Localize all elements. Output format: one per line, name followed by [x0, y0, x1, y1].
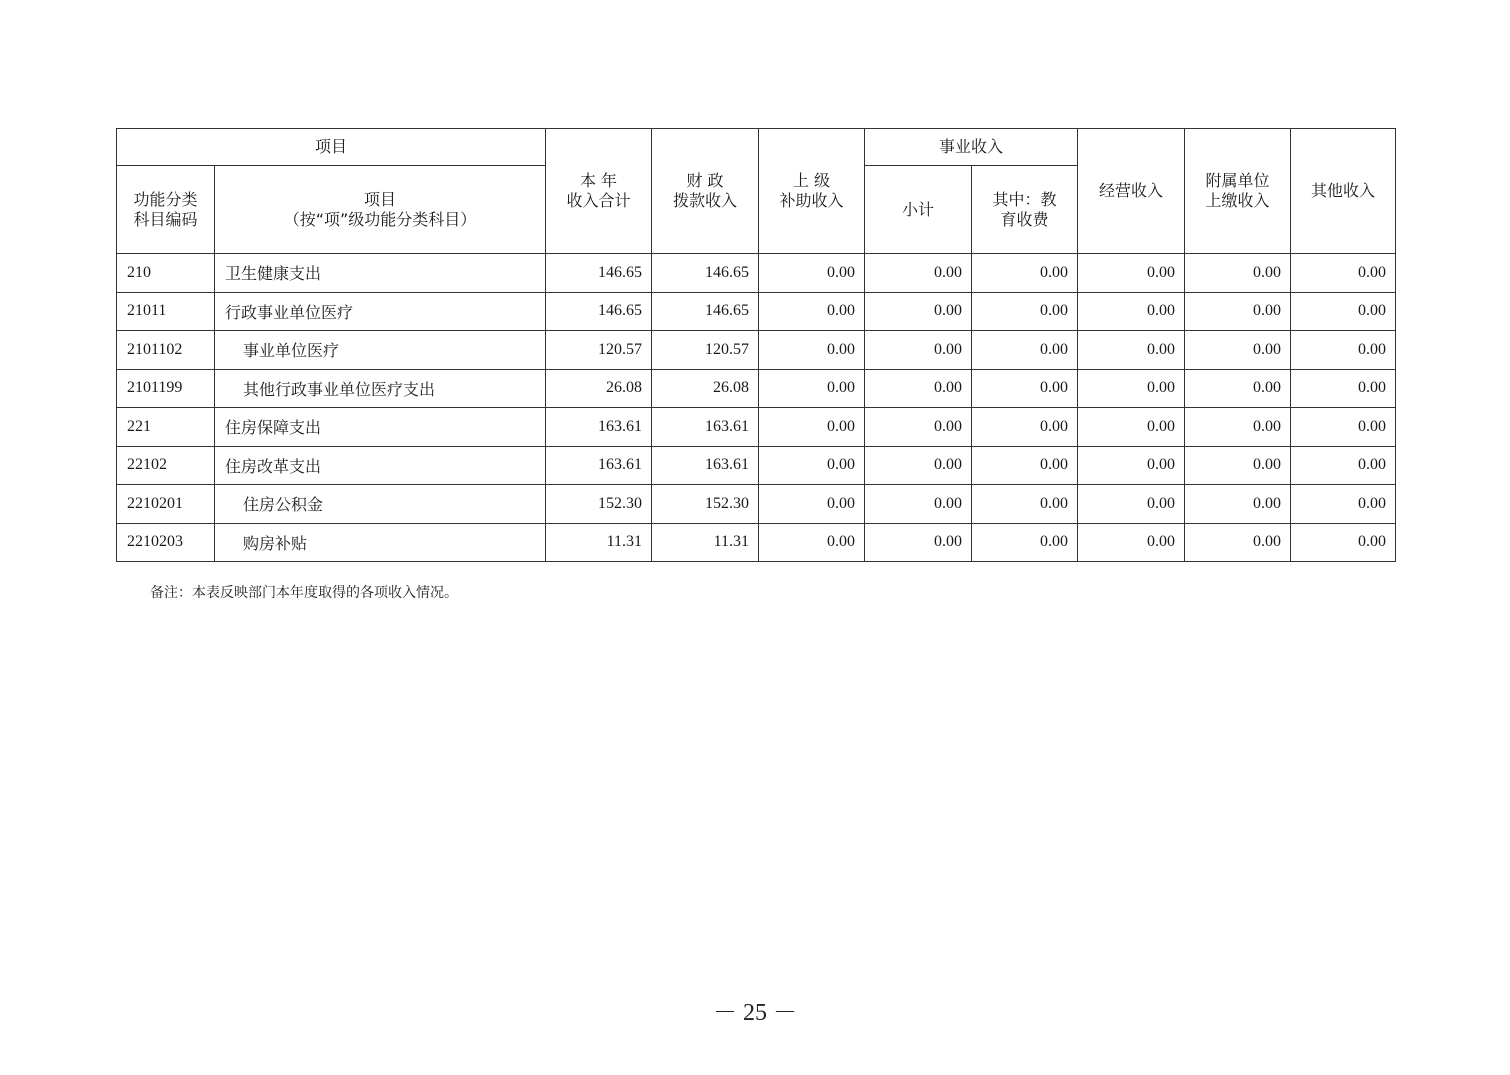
cell-superior: 0.00 [759, 408, 865, 447]
header-affiliated: 附属单位 上缴收入 [1185, 129, 1291, 254]
cell-subtotal: 0.00 [865, 523, 972, 562]
cell-education: 0.00 [972, 331, 1078, 370]
header-code: 功能分类 科目编码 [117, 166, 215, 254]
cell-education: 0.00 [972, 485, 1078, 524]
cell-total: 163.61 [546, 446, 652, 485]
cell-affiliated: 0.00 [1185, 446, 1291, 485]
cell-operating: 0.00 [1078, 292, 1185, 331]
income-table [116, 128, 1396, 562]
cell-fiscal: 146.65 [652, 292, 759, 331]
table-row [117, 331, 1396, 370]
header-superior: 上 级 补助收入 [759, 129, 865, 254]
cell-fiscal: 163.61 [652, 446, 759, 485]
header-career-group: 事业收入 [865, 129, 1078, 166]
header-item-group: 项目 [117, 129, 546, 166]
cell-fiscal: 163.61 [652, 408, 759, 447]
cell-name: 住房保障支出 [215, 408, 546, 447]
cell-total: 146.65 [546, 292, 652, 331]
cell-operating: 0.00 [1078, 408, 1185, 447]
cell-operating: 0.00 [1078, 254, 1185, 293]
header-fiscal: 财 政 拨款收入 [652, 129, 759, 254]
cell-code: 2101199 [117, 369, 215, 408]
cell-other: 0.00 [1291, 523, 1396, 562]
cell-education: 0.00 [972, 369, 1078, 408]
cell-total: 152.30 [546, 485, 652, 524]
cell-education: 0.00 [972, 408, 1078, 447]
cell-subtotal: 0.00 [865, 408, 972, 447]
cell-name: 行政事业单位医疗 [215, 292, 546, 331]
header-operating: 经营收入 [1078, 129, 1185, 254]
cell-operating: 0.00 [1078, 331, 1185, 370]
cell-education: 0.00 [972, 523, 1078, 562]
cell-other: 0.00 [1291, 485, 1396, 524]
cell-subtotal: 0.00 [865, 446, 972, 485]
cell-operating: 0.00 [1078, 369, 1185, 408]
cell-subtotal: 0.00 [865, 485, 972, 524]
cell-other: 0.00 [1291, 292, 1396, 331]
cell-fiscal: 152.30 [652, 485, 759, 524]
cell-other: 0.00 [1291, 408, 1396, 447]
cell-subtotal: 0.00 [865, 369, 972, 408]
cell-superior: 0.00 [759, 331, 865, 370]
cell-affiliated: 0.00 [1185, 485, 1291, 524]
cell-affiliated: 0.00 [1185, 254, 1291, 293]
cell-superior: 0.00 [759, 292, 865, 331]
cell-total: 11.31 [546, 523, 652, 562]
cell-subtotal: 0.00 [865, 292, 972, 331]
cell-name: 购房补贴 [215, 523, 546, 562]
cell-other: 0.00 [1291, 254, 1396, 293]
cell-education: 0.00 [972, 292, 1078, 331]
table-row [117, 369, 1396, 408]
cell-superior: 0.00 [759, 485, 865, 524]
cell-code: 210 [117, 254, 215, 293]
table-row [117, 523, 1396, 562]
cell-total: 163.61 [546, 408, 652, 447]
cell-affiliated: 0.00 [1185, 523, 1291, 562]
cell-code: 2210201 [117, 485, 215, 524]
cell-superior: 0.00 [759, 369, 865, 408]
cell-other: 0.00 [1291, 369, 1396, 408]
cell-superior: 0.00 [759, 446, 865, 485]
table-row [117, 292, 1396, 331]
cell-fiscal: 146.65 [652, 254, 759, 293]
header-education: 其中：教 育收费 [972, 166, 1078, 254]
cell-code: 2101102 [117, 331, 215, 370]
cell-fiscal: 26.08 [652, 369, 759, 408]
header-total: 本 年 收入合计 [546, 129, 652, 254]
table-row [117, 485, 1396, 524]
cell-other: 0.00 [1291, 446, 1396, 485]
cell-code: 221 [117, 408, 215, 447]
cell-code: 2210203 [117, 523, 215, 562]
cell-superior: 0.00 [759, 254, 865, 293]
table-row [117, 408, 1396, 447]
table-body [117, 254, 1396, 562]
cell-affiliated: 0.00 [1185, 408, 1291, 447]
cell-name: 住房改革支出 [215, 446, 546, 485]
cell-fiscal: 11.31 [652, 523, 759, 562]
header-subtotal: 小计 [865, 166, 972, 254]
cell-name: 卫生健康支出 [215, 254, 546, 293]
cell-other: 0.00 [1291, 331, 1396, 370]
cell-total: 120.57 [546, 331, 652, 370]
cell-name: 事业单位医疗 [215, 331, 546, 370]
cell-operating: 0.00 [1078, 446, 1185, 485]
cell-code: 21011 [117, 292, 215, 331]
cell-education: 0.00 [972, 254, 1078, 293]
cell-name: 住房公积金 [215, 485, 546, 524]
cell-subtotal: 0.00 [865, 331, 972, 370]
table-row [117, 254, 1396, 293]
cell-total: 26.08 [546, 369, 652, 408]
table-note: 备注：本表反映部门本年度取得的各项收入情况。 [150, 585, 458, 601]
cell-subtotal: 0.00 [865, 254, 972, 293]
header-name: 项目 （按“项”级功能分类科目） [215, 166, 546, 254]
cell-operating: 0.00 [1078, 485, 1185, 524]
page-number: － 25 － [713, 1000, 797, 1026]
table-row [117, 446, 1396, 485]
cell-affiliated: 0.00 [1185, 369, 1291, 408]
cell-fiscal: 120.57 [652, 331, 759, 370]
cell-operating: 0.00 [1078, 523, 1185, 562]
cell-affiliated: 0.00 [1185, 292, 1291, 331]
cell-code: 22102 [117, 446, 215, 485]
cell-total: 146.65 [546, 254, 652, 293]
cell-superior: 0.00 [759, 523, 865, 562]
cell-name: 其他行政事业单位医疗支出 [215, 369, 546, 408]
cell-education: 0.00 [972, 446, 1078, 485]
header-other: 其他收入 [1291, 129, 1396, 254]
cell-affiliated: 0.00 [1185, 331, 1291, 370]
